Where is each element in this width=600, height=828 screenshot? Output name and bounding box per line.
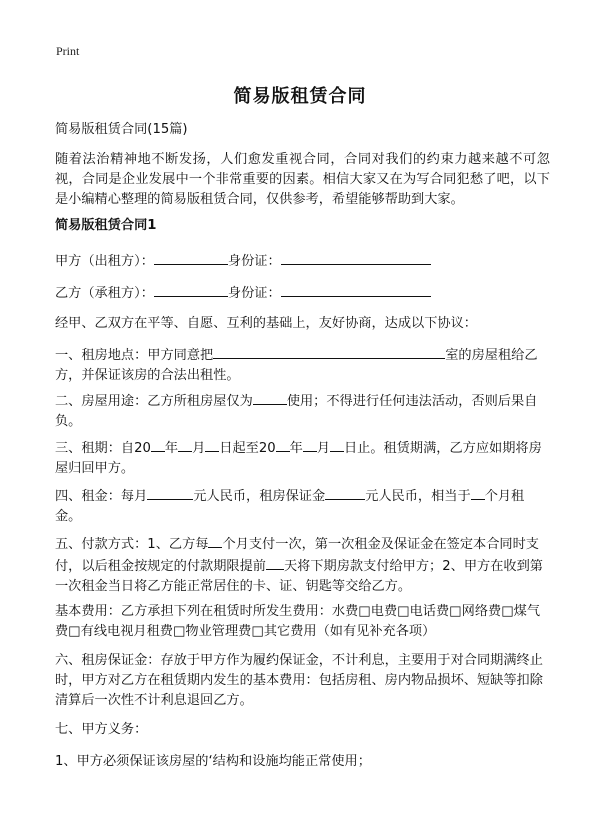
- clause-3-blank-3: [205, 437, 219, 452]
- clause-4-rent-blank: [147, 485, 193, 500]
- clause-3-blank-4: [276, 437, 290, 452]
- clause-1-address-blank: [213, 344, 445, 359]
- clause-5-text-c: 天将下期房款支付给甲方；2、甲方在收到第一次租金当日将乙方能正常居住的卡、证、钥匙等交给乙方。: [55, 559, 543, 594]
- clause-1: [55, 344, 550, 386]
- clause-2-text-a: 二、房屋用途：乙方所租房屋仅为: [55, 394, 253, 409]
- party-a-id-blank: [281, 250, 431, 265]
- clause-3-blank-6: [330, 437, 344, 452]
- party-a-line: [55, 250, 550, 272]
- party-b-id-label: 身份证：: [227, 286, 281, 301]
- clause-5-days-blank: [266, 555, 284, 570]
- clause-5-text-a: 五、付款方式：1、乙方每: [55, 537, 209, 552]
- clause-4-deposit-blank: [325, 485, 365, 500]
- clause-2: [55, 390, 550, 432]
- section-heading: 简易版租赁合同1: [55, 218, 157, 233]
- clause-5-text-b: 个月支付一次，第一次租金及保证金在签定本合同时支付，以后租金按规定的付款期限提前: [55, 537, 539, 574]
- clause-7-item-1: 1、甲方必须保证该房屋的‘结构和设施均能正常使用；: [55, 754, 371, 769]
- clause-6: 六、租房保证金：存放于甲方作为履约保证金，不计利息，主要用于对合同期满终止时，甲方对乙方在租赁期内发生的基本费用：包括房租、房内物品损坏、短缺等扣除清算后一次性不计利息退回乙方。: [55, 653, 543, 708]
- clause-4: [55, 485, 550, 527]
- party-b-label: 乙方（承租方）：: [55, 286, 154, 301]
- clause-2-text-b: 使用；不得进行任何违法活动，否则后果自负。: [55, 394, 538, 429]
- clause-3-text-c: 月: [192, 441, 206, 456]
- clause-3-text-e: 年: [289, 441, 303, 456]
- clause-3-text-g: 日止。租赁期满，乙方应如期将房屋归回甲方。: [55, 441, 542, 476]
- clause-4-text-c: 元人民币，相当于: [365, 489, 471, 504]
- clause-3-blank-1: [151, 437, 165, 452]
- intro-paragraph: 随着法治精神地不断发扬，人们愈发重视合同，合同对我们的约束力越来越不可忽视，合同是企业发展中一个非常重要的因素。相信大家又在为写合同犯愁了吧，以下是小编精心整理的简易版租赁合同，仅供参考，希望能够帮助到大家。: [55, 152, 550, 207]
- clause-1-text-a: 一、租房地点：甲方同意把: [55, 348, 214, 363]
- clause-1-text-b: 室的房屋租给乙方，并保证该房的合法出租性。: [55, 348, 538, 383]
- clause-2-use-blank: [253, 390, 287, 405]
- clause-3: [55, 437, 550, 479]
- party-b-id-blank: [281, 282, 431, 297]
- subtitle: 简易版租赁合同(15篇): [55, 122, 188, 137]
- clause-4-months-blank: [471, 485, 485, 500]
- party-b-line: [55, 282, 550, 304]
- party-a-label: 甲方（出租方）：: [55, 254, 154, 269]
- party-a-id-label: 身份证：: [227, 254, 281, 269]
- clause-5-months-blank: [208, 533, 222, 548]
- clause-3-blank-2: [178, 437, 192, 452]
- party-a-name-blank: [154, 250, 228, 265]
- basic-fees-paragraph: 基本费用：乙方承担下列在租赁时所发生费用：水费□电费□电话费□网络费□煤气费□有线电视月租费□物业管理费□其它费用（如有见补充各项）: [55, 604, 541, 639]
- agreement-paragraph: 经甲、乙双方在平等、自愿、互利的基础上，友好协商，达成以下协议：: [55, 316, 477, 331]
- clause-7: 七、甲方义务：: [55, 722, 148, 737]
- clause-3-text-d: 日起至20: [219, 441, 276, 456]
- party-b-name-blank: [154, 282, 228, 297]
- clause-3-blank-5: [303, 437, 317, 452]
- clause-4-text-b: 元人民币，租房保证金: [193, 489, 326, 504]
- clause-5: [55, 533, 550, 597]
- document-title: 简易版租赁合同: [233, 86, 367, 107]
- print-link[interactable]: Print: [56, 44, 80, 58]
- clause-3-text-a: 三、租期：自20: [55, 441, 151, 456]
- clause-4-text-d: 个月租金。: [55, 489, 525, 524]
- clause-3-text-f: 月: [316, 441, 330, 456]
- clause-3-text-b: 年: [164, 441, 179, 456]
- clause-4-text-a: 四、租金：每月: [55, 489, 148, 504]
